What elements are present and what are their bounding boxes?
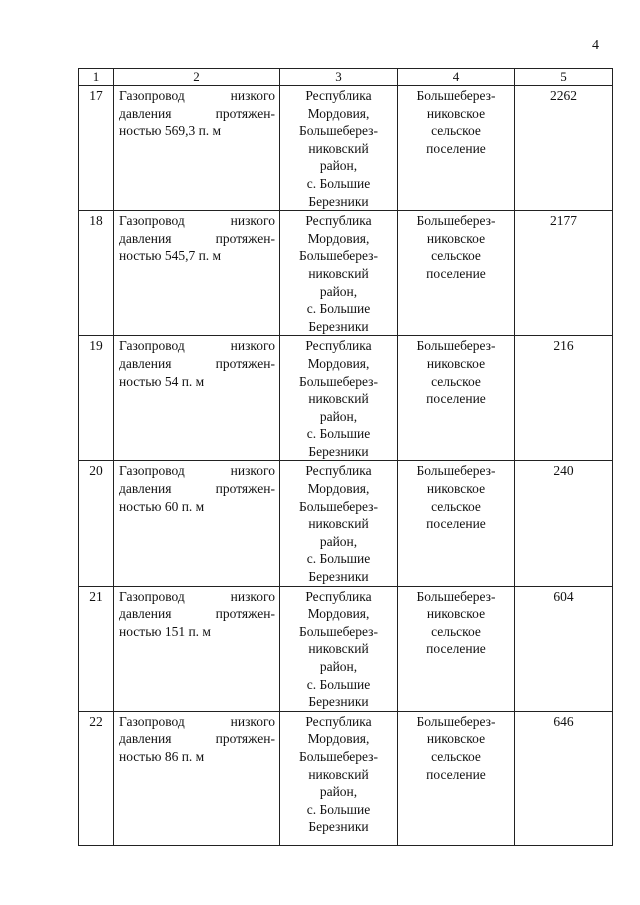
location-line: с. Большие [306, 175, 371, 191]
settlement-line: поселение [426, 641, 486, 657]
object-name-line [119, 605, 275, 623]
settlement-line: сельское [431, 623, 481, 639]
object-name-line [119, 462, 275, 480]
value-cell: 240 [515, 461, 613, 586]
object-name-word: протяжен- [215, 606, 275, 622]
value-cell: 604 [515, 586, 613, 711]
object-name-word: низкого [230, 463, 275, 479]
object-name-line: ностью 151 п. м [119, 623, 211, 639]
location-line: Республика [305, 88, 372, 103]
object-name-word: давления [119, 481, 172, 497]
location-line: с. Большие [306, 676, 371, 692]
location-line: район, [319, 408, 358, 424]
location-line: никовский [308, 265, 369, 281]
object-name-line [119, 713, 275, 731]
location-line: с. Большие [306, 801, 371, 817]
object-name-line [119, 355, 275, 373]
property-table [78, 68, 613, 846]
location-line: Большеберез- [298, 623, 379, 639]
value-cell: 646 [515, 711, 613, 845]
location-cell [280, 461, 398, 586]
location-line: Березники [308, 318, 369, 334]
object-name-line [119, 87, 275, 105]
settlement-line: никовское [426, 731, 486, 747]
settlement-line: поселение [426, 766, 486, 782]
location-line: Большеберез- [298, 748, 379, 764]
location-line: никовский [308, 641, 369, 657]
object-name-line [119, 212, 275, 230]
column-header-2: 2 [114, 69, 280, 86]
object-name-word: давления [119, 731, 172, 747]
settlement-line: Большеберез- [416, 88, 496, 103]
object-name-word: Газопровод [119, 463, 185, 479]
location-line: Республика [305, 713, 372, 729]
settlement-line: сельское [431, 498, 481, 514]
page-number: 4 [592, 38, 599, 53]
settlement-line: поселение [426, 265, 486, 281]
location-line: Мордовия, [307, 105, 370, 121]
object-name-word: давления [119, 606, 172, 622]
object-name-word: давления [119, 105, 172, 121]
location-line: район, [319, 659, 358, 674]
settlement-line: поселение [426, 140, 486, 156]
location-line: Большеберез- [298, 373, 379, 389]
object-name-word: низкого [230, 213, 275, 229]
settlement-cell [398, 711, 515, 845]
column-header-5: 5 [515, 69, 613, 86]
location-line: Республика [305, 338, 372, 354]
value-cell: 2262 [515, 86, 613, 211]
location-line: район, [319, 533, 358, 549]
row-number: 20 [79, 461, 114, 586]
row-number: 18 [79, 211, 114, 336]
settlement-line: Большеберез- [416, 588, 496, 604]
location-line: Березники [308, 819, 369, 835]
settlement-line: сельское [431, 248, 481, 264]
object-name-cell [114, 336, 280, 461]
table-row [79, 586, 613, 711]
object-name-line: ностью 545,7 п. м [119, 248, 222, 264]
object-name-word: давления [119, 355, 172, 371]
column-header-1: 1 [79, 69, 114, 86]
settlement-line: сельское [431, 123, 481, 139]
location-line: Республика [305, 588, 372, 604]
object-name-word: низкого [230, 588, 275, 604]
location-line: Большеберез- [298, 498, 379, 514]
object-name-line: ностью 54 п. м [119, 373, 205, 389]
object-name-line [119, 588, 275, 606]
object-name-line [119, 105, 275, 123]
settlement-cell [398, 461, 515, 586]
location-line: Мордовия, [307, 481, 370, 497]
settlement-line: сельское [431, 748, 481, 764]
location-line: Республика [305, 463, 372, 479]
location-line: Большеберез- [298, 123, 379, 139]
location-line: с. Большие [306, 301, 371, 317]
object-name-word: давления [119, 230, 172, 246]
object-name-word: низкого [230, 713, 275, 729]
object-name-line [119, 230, 275, 248]
settlement-line: поселение [426, 516, 486, 532]
location-line: Большеберез- [298, 248, 379, 264]
object-name-line [119, 480, 275, 498]
location-cell [280, 336, 398, 461]
table-body [79, 86, 613, 846]
location-line: никовский [308, 766, 369, 782]
location-line: район, [319, 283, 358, 299]
table-row [79, 211, 613, 336]
location-line: Березники [308, 193, 369, 209]
object-name-word: Газопровод [119, 338, 185, 354]
settlement-line: Большеберез- [416, 338, 496, 354]
location-line: Мордовия, [307, 355, 370, 371]
object-name-word: протяжен- [215, 355, 275, 371]
object-name-cell [114, 86, 280, 211]
location-line: Мордовия, [307, 731, 370, 747]
settlement-line: Большеберез- [416, 213, 496, 229]
settlement-line: никовское [426, 105, 486, 121]
object-name-word: Газопровод [119, 88, 185, 103]
table-row [79, 711, 613, 845]
object-name-line: ностью 86 п. м [119, 748, 205, 764]
location-line: Мордовия, [307, 606, 370, 622]
object-name-line: ностью 569,3 п. м [119, 123, 222, 139]
column-header-3: 3 [280, 69, 398, 86]
column-header-4: 4 [398, 69, 515, 86]
settlement-cell [398, 86, 515, 211]
location-line: Республика [305, 213, 372, 229]
object-name-cell [114, 211, 280, 336]
location-line: Березники [308, 694, 369, 710]
object-name-word: Газопровод [119, 213, 185, 229]
row-number: 17 [79, 86, 114, 211]
settlement-line: никовское [426, 606, 486, 622]
object-name-cell [114, 711, 280, 845]
table-header-row [79, 69, 613, 86]
object-name-line: ностью 60 п. м [119, 498, 205, 514]
row-number: 19 [79, 336, 114, 461]
location-line: с. Большие [306, 426, 371, 442]
settlement-line: поселение [426, 391, 486, 407]
object-name-word: протяжен- [215, 481, 275, 497]
location-line: никовский [308, 391, 369, 407]
object-name-word: Газопровод [119, 588, 185, 604]
table-row [79, 336, 613, 461]
location-line: никовский [308, 140, 369, 156]
value-cell: 2177 [515, 211, 613, 336]
object-name-word: низкого [230, 88, 275, 103]
object-name-line [119, 730, 275, 748]
location-cell [280, 586, 398, 711]
object-name-word: протяжен- [215, 105, 275, 121]
settlement-line: никовское [426, 481, 486, 497]
object-name-word: Газопровод [119, 713, 185, 729]
location-line: Березники [308, 569, 369, 585]
location-line: Мордовия, [307, 230, 370, 246]
table-row [79, 461, 613, 586]
value-cell: 216 [515, 336, 613, 461]
settlement-line: никовское [426, 230, 486, 246]
settlement-line: Большеберез- [416, 713, 496, 729]
table-row [79, 86, 613, 211]
location-line: с. Большие [306, 551, 371, 567]
location-cell [280, 711, 398, 845]
location-cell [280, 86, 398, 211]
row-number: 22 [79, 711, 114, 845]
settlement-line: никовское [426, 355, 486, 371]
location-line: Березники [308, 443, 369, 459]
row-number: 21 [79, 586, 114, 711]
settlement-cell [398, 336, 515, 461]
location-line: район, [319, 784, 358, 800]
location-line: район, [319, 158, 358, 174]
object-name-word: низкого [230, 338, 275, 354]
object-name-line [119, 337, 275, 355]
object-name-cell [114, 586, 280, 711]
object-name-word: протяжен- [215, 731, 275, 747]
object-name-word: протяжен- [215, 230, 275, 246]
settlement-line: Большеберез- [416, 463, 496, 479]
settlement-line: сельское [431, 373, 481, 389]
settlement-cell [398, 211, 515, 336]
location-line: никовский [308, 516, 369, 532]
location-cell [280, 211, 398, 336]
object-name-cell [114, 461, 280, 586]
settlement-cell [398, 586, 515, 711]
